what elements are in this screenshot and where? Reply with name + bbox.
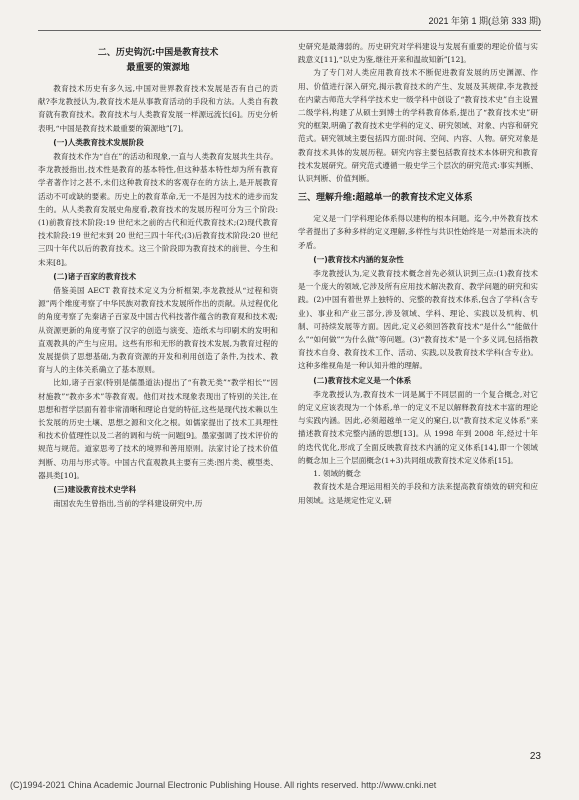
page-number: 23 bbox=[529, 751, 541, 762]
left-column bbox=[38, 40, 278, 511]
section-title-line2: 最重要的策源地 bbox=[126, 63, 190, 73]
subsection-title: (一)教育技术内涵的复杂性 bbox=[313, 254, 404, 264]
subsection-title: (一)人类教育技术发展阶段 bbox=[53, 137, 144, 147]
paragraph: 李龙教授认为,定义教育技术概念首先必须认识到三点:(1)教育技术是一个庞大的领域,它涉及所有应用技术解决教育、教学问题的研究和实践。(2)中国有着世界上独特的、完整的教育技术体系,包含了学科(含专业)、事业和产业三部分,涉及领域、学科、理论、实践以及机构、机制、可持续发展等方面。因此,定义必须回答教育技术“是什么”“能做什么”“如何做”“为什么做”等问题。(3)“教育技术”是一个多义词,包括指教育技术自身、教育技术工作、活动、实践,以及教育技术学科(含专业)。这种多维视角是一种认知升维的理解。 bbox=[298, 269, 538, 371]
subsection-title: (二)教育技术定义是一个体系 bbox=[313, 375, 412, 385]
paragraph: 比如,诸子百家(特别是儒墨道法)提出了“有教无类”“教学相长”“因材施教”“教亦多术”等教育观。他们对技术现象表现出了特别的关注,在思想和哲学层面有着非常清晰和理论自觉的特征,这些是现代技术赖以生长发展的历史土壤、思想之源和文化之根。如儒家提出了技术工具理性和技术价值理性以及二者的调和与统一问题[9]。墨家强调了技术评价的规范与规范。道家思考了技术的境界和善用原则。法家讨论了技术价值判断、功用与形式等。中国古代直观教具主要有三类:图片类、模型类、器具类[10]。 bbox=[38, 378, 278, 480]
section-title-2 bbox=[38, 46, 278, 76]
section-title-line1: 二、历史钩沉:中国是教育技术 bbox=[97, 48, 219, 58]
copyright-footer: (C)1994-2021 China Academic Journal Electronic Publishing House. All rights reserved. http://www.cnki.net bbox=[10, 780, 437, 790]
section-title-3: 三、理解升维:超越单一的教育技术定义体系 bbox=[298, 193, 473, 204]
paragraph: 教育技术作为“自在”的活动和现象,一直与人类教育发展共生共存。李龙教授指出,技术性是教育的基本特性,但这种基本特性却为所有教育学者著作讨之甚不,未们这种教育技术的客观存在的方法上,是开展教育活动不可或缺的要素。历史上的教育革命,无一不是因为技术的进步而发生的。从人类教育发展史角度看,教育技术的发展历程可分为三个阶段:(1)前教育技术阶段:19 世纪末之前的古代和近代教育技术;(2)现代教育技术阶段:19 世纪末到 20 世纪三四十年代;(3)后教育技术阶段:20 世纪三四十年代以后的教育技术。这三个阶段即为教育技术的前世、今生和未来[8]。 bbox=[38, 152, 278, 267]
paragraph: 史研究是最薄弱的。历史研究对学科建设与发展有重要的理论价值与实践意义[11],“以史为鉴,继往开来和温故知新”[12]。 bbox=[298, 42, 538, 65]
paragraph: 教育技术是合理运用相关的手段和方法来提高教育绩效的研究和应用领域。这是规定性定义,研 bbox=[298, 482, 538, 505]
paragraph: 李龙教授认为,教育技术一词是属于不同层面的一个复合概念,对它的定义应该表现为一个体系,单一的定义不足以解释教育技术丰富的理论与实践内涵。因此,必须超越单一定义的窠臼,以“教育技术定义体系”来描述教育技术完整内涵的思想[13]。从 1998 年到 2008 年,经过十年的迭代优化,形成了全面反映教育技术内涵的定义体系[14],即一个领域的概念加上三个层面概念(1+3)共同组成教育技术定义体系[15]。 bbox=[298, 389, 538, 465]
paragraph: 定义是一门学科理论体系得以建构的根本问题。迄今,中外教育技术学者提出了多种多样的定义理解,多样性与共识性始终是一对悬而未决的矛盾。 bbox=[298, 214, 538, 250]
paragraph: 借鉴美国 AECT 教育技术定义为分析框架,李龙教授从“过程和资源”两个维度考察了中华民族对教育技术发展所作出的贡献。从过程优化的角度考察了先秦诸子百家及中国古代科技著作蕴含的教育观和技术观;从资源更新的角度考察了汉字的创造与演变、造纸术与印刷术的发明和直观教具的产生与应用。这些有形和无形的教育技术发展,为教育过程的发展提供了思想基础,为教育资源的开发和利用创造了条件,为技术、教育与人的主体关系确立了基本原则。 bbox=[38, 286, 278, 375]
paragraph: 南国农先生曾指出,当前的学科建设研究中,历 bbox=[53, 499, 203, 509]
subsection-heading: 1. 领域的概念 bbox=[313, 469, 361, 479]
right-column bbox=[298, 40, 538, 507]
issue-label: 2021 年第 1 期(总第 333 期) bbox=[428, 16, 541, 26]
subsection-title: (三)建设教育技术史学科 bbox=[53, 485, 137, 495]
running-header bbox=[38, 14, 541, 31]
subsection-title: (二)诸子百家的教育技术 bbox=[53, 271, 137, 281]
paragraph: 为了专门对人类应用教育技术不断促进教育发展的历史渊源、作用、价值进行深入研究,揭示教育技术的产生、发展及其规律,李龙教授在内蒙古师范大学科学技术史一级学科中创设了“教育技术史”自主设置二级学科,构建了从硕士到博士的学科教育体系,提出了“教育技术史”研究的框架,明确了教育技术史学科的定义、研究领域、对象、内容和研究范式。研究领域主要包括四方面:时间、空间、内容、人物。研究对象是教育技术具体的发展历程。研究内容主要包括教育技术本体研究和教育技术发展研究。研究范式遵循一般史学三个层次的研究范式:事实判断、认识判断、价值判断。 bbox=[298, 68, 538, 184]
paragraph: 教育技术历史有多久远,中国对世界教育技术发展是否有自己的贡献?李龙教授认为,教育技术是从事教育活动的手段和方法。人类自有教育就有教育技术。教育技术与人类教育发展一样源远流长[6]。历史分析表明,“中国是教育技术最重要的策源地”[7]。 bbox=[38, 84, 278, 133]
